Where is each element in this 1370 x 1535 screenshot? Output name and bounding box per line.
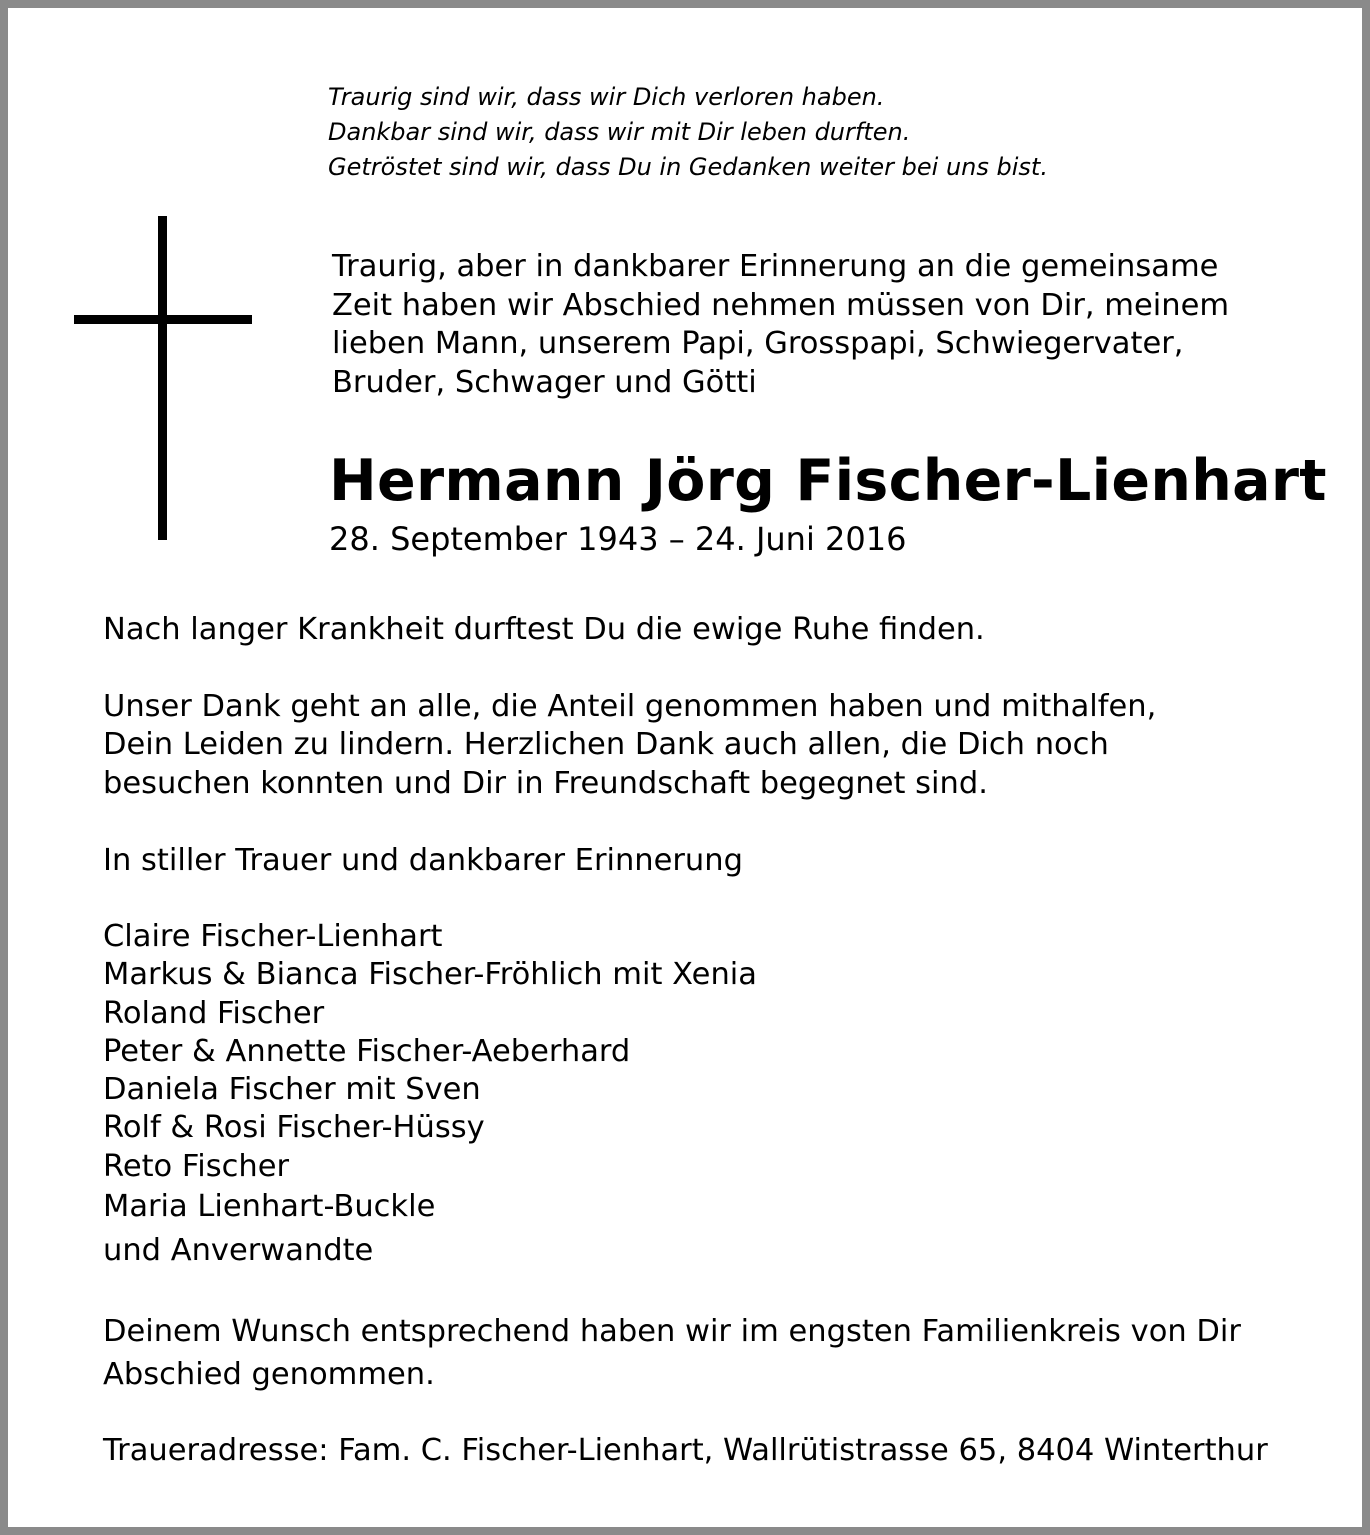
family-list [103, 918, 757, 1274]
mourning-address [103, 1432, 1268, 1470]
family-member: Roland Fischer [103, 995, 325, 1031]
family-member: Claire Fischer-Lienhart [103, 919, 443, 954]
intro-line: Bruder, Schwager und Götti [332, 364, 757, 400]
thanks-paragraph [103, 688, 1156, 803]
intro-text [332, 248, 1229, 402]
paragraph-line: Nach langer Krankheit durftest Du die ewige Ruhe finden. [103, 612, 985, 647]
poem-line: Traurig sind wir, dass wir Dich verloren haben. [328, 83, 885, 111]
paragraph-line: In stiller Trauer und dankbarer Erinnerung [103, 843, 743, 878]
intro-line: Zeit haben wir Abschied nehmen müssen von Dir, meinem [332, 287, 1230, 323]
family-member: und Anverwandte [103, 1233, 374, 1269]
deceased-name: Hermann Jörg Fischer-Lienhart [329, 448, 1327, 514]
mourning-line [103, 842, 743, 880]
paragraph-line: besuchen konnten und Dir in Freundschaft begegnet sind. [103, 765, 988, 801]
paragraph-line: Unser Dank geht an alle, die Anteil genommen haben und mithalfen, [103, 689, 1157, 724]
poem-line: Getröstet sind wir, dass Du in Gedanken weiter bei uns bist. [328, 153, 1048, 181]
farewell-paragraph [103, 1310, 1241, 1396]
life-dates: 28. September 1943 – 24. Juni 2016 [329, 520, 907, 558]
paragraph-line: Dein Leiden zu lindern. Herzlichen Dank auch allen, die Dich noch [103, 727, 1109, 763]
intro-line: lieben Mann, unserem Papi, Grosspapi, Schwiegervater, [332, 326, 1184, 361]
cross-vertical-bar [158, 216, 167, 540]
cross-horizontal-bar [74, 315, 252, 324]
paragraph-line: Traueradresse: Fam. C. Fischer-Lienhart, Wallrütistrasse 65, 8404 Winterthur [103, 1433, 1268, 1468]
poem [328, 80, 1048, 185]
rest-paragraph [103, 611, 985, 649]
intro-line: Traurig, aber in dankbarer Erinnerung an die gemeinsame [332, 249, 1219, 284]
paragraph-line: Deinem Wunsch entsprechend haben wir im engsten Familienkreis von Dir [103, 1314, 1241, 1349]
family-member: Rolf & Rosi Fischer-Hüssy [103, 1110, 485, 1146]
family-member: Reto Fischer [103, 1148, 289, 1184]
poem-line: Dankbar sind wir, dass wir mit Dir leben durften. [328, 118, 911, 146]
family-member: Daniela Fischer mit Sven [103, 1072, 481, 1108]
cross-icon [74, 216, 254, 542]
family-member: Peter & Annette Fischer-Aeberhard [103, 1033, 631, 1069]
paragraph-line: Abschied genommen. [103, 1357, 435, 1392]
family-member: Markus & Bianca Fischer-Fröhlich mit Xenia [103, 957, 757, 993]
family-member: Maria Lienhart-Buckle [103, 1189, 436, 1225]
